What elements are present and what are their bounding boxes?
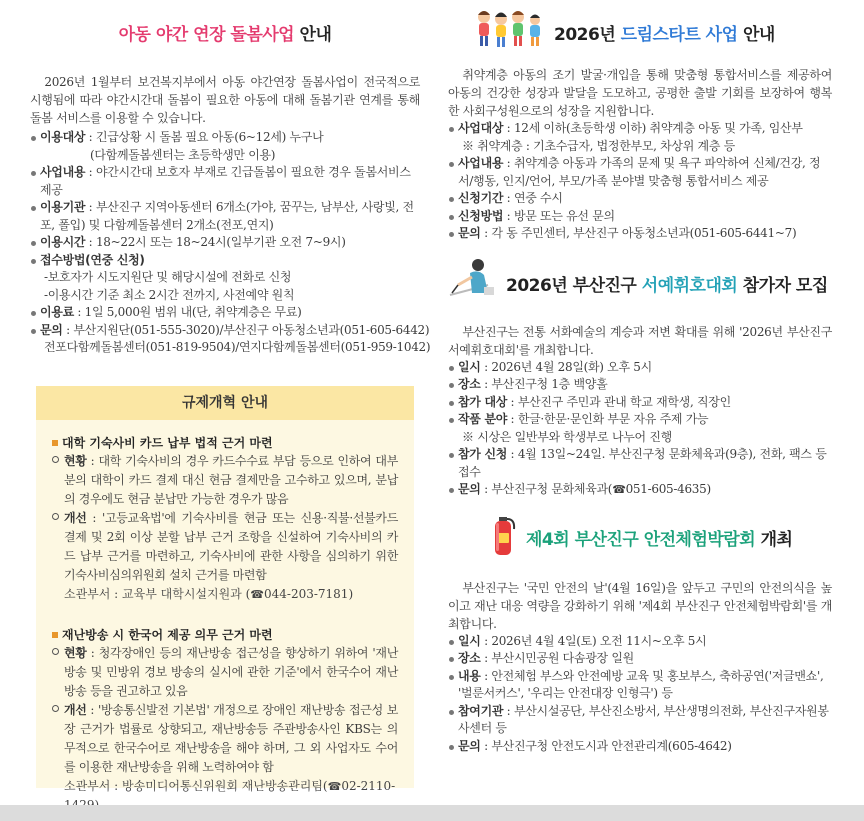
regulation-reform-box [36,386,414,793]
night-care-fee: 이용료 : 1일 5,000원 범위 내(단, 취약계층은 무료) [30,304,420,322]
night-care-institutions: 이용기관 : 부산진구 지역아동센터 6개소(가야, 꿈꾸는, 남부산, 사랑빛, 전포, 폴입) 및 다함께돌봄센터 2개소(전포,연지) [30,199,420,234]
night-care-title [30,20,420,45]
right-column [448,0,832,755]
safety-expo-header [448,511,832,557]
circle-bullet-icon [52,513,59,520]
calligraphy-target: 참가 대상 : 부산진구 주민과 관내 학교 재학생, 직장인 [448,394,832,412]
bottom-bar [0,805,864,821]
fire-extinguisher-icon [490,513,516,557]
dreamstart-title: 2026년 드림스타트 사업 안내 [554,25,775,45]
night-care-section [30,0,431,357]
night-care-target: 이용대상 : 긴급상황 시 돌봄 필요 아동(6~12세) 누구나 [30,129,420,147]
regulation-reform-title: 규제개혁 안내 [36,386,414,420]
reg-section-1-status: 현황 : 대학 기숙사비의 경우 카드수수료 부담 등으로 인하여 대부분의 대학이 카드 결제 대신 현금 결제만을 고수하고 있으며, 분납의 경우에도 현금 분납만 가능한 경우가 많음 [52,452,398,509]
night-care-target-note: (다함께돌봄센터는 초등학생만 이용) [90,147,276,162]
reg-section-1-improvement: 개선 : '고등교육법'에 기숙사비를 현금 또는 신용·직불·선불카드 결제 및 2회 이상 분할 납부 근거 조항을 신설하여 기숙사비의 카드 납부 근거를 마련하고, 기숙사비에 관한 사항을 심의하기 위한 기숙사비심의위원회 설치 근거를 마련함 [52,509,398,585]
night-care-title-rest: 안내 [294,25,332,45]
dreamstart-period: 신청기간 : 연중 수시 [448,190,832,208]
night-care-hours: 이용시간 : 18~22시 또는 18~24시(일부기관 오전 7~9시) [30,234,420,252]
calligraphy-date: 일시 : 2026년 4월 28일(화) 오후 5시 [448,359,832,377]
reg-section-2-status: 현황 : 청각장애인 등의 재난방송 접근성을 향상하기 위하여 '재난방송 및 민방위 경보 방송의 실시에 관한 기준'에서 한국수어 재난방송 등을 권고하고 있음 [52,644,398,701]
safety-expo-intro: 부산진구는 '국민 안전의 날'(4월 16일)을 앞두고 구민의 안전의식을 높이고 재난 대응 역량을 강화하기 위해 '제4회 부산진구 안전체험박람회'를 개최합니다. [448,580,832,631]
safety-expo-contact: 문의 : 부산진구청 안전도시과 안전관리계(605-4642) [448,738,832,756]
safety-expo-content: 내용 : 안전체험 부스와 안전예방 교육 및 홍보부스, 축하공연('저글맨쇼', '벌룬서커스', '우리는 안전대장 인형극') 등 [448,668,832,703]
calligrapher-icon [448,255,498,301]
dreamstart-note: ※ 취약계층 : 기초수급자, 법정한부모, 차상위 계층 등 [462,138,735,153]
dreamstart-intro: 취약계층 아동의 조기 발굴·개입을 통해 맞춤형 통합서비스를 제공하여 아동의 건강한 성장과 발달을 도모하고, 공평한 출발 기회를 보장하여 행복한 사회구성원으로의 성장을 지원합니다. [448,68,832,118]
reg-section-1-dept: 소관부서 : 교육부 대학시설지원과 (☎044-203-7181) [64,587,354,601]
calligraphy-title: 2026년 부산진구 서예휘호대회 참가자 모집 [506,275,828,296]
circle-bullet-icon [52,705,59,712]
phone-icon: ☎ [327,780,342,793]
reg-section-2-improvement: 개선 : '방송통신발전 기본법' 개정으로 장애인 재난방송 접근성 보장 근거가 법률로 상향되고, 재난방송등 주관방송사인 KBS는 의무적으로 한국수어로 재난방송을 해야 하며, 그 외 사업자도 수어를 이용한 재난방송을 위해 노력하여야 함 [52,701,398,777]
children-icon [474,8,544,50]
reg-section-2-title: 재난방송 시 한국어 제공 의무 근거 마련 [52,626,398,644]
night-care-intro: 2026년 1월부터 보건복지부에서 아동 야간연장 돌봄사업이 전국적으로 시행됨에 따라 야간시간대 돌봄이 필요한 아동에 대해 돌봄기관 연계를 통해 돌봄 서비스를 이용할 수 있습니다. [30,75,420,125]
dreamstart-content: 사업내용 : 취약계층 아동과 가족의 문제 및 욕구 파악하여 신체/건강, 정서/행동, 인지/언어, 부모/가족 분야별 맞춤형 통합서비스 제공 [448,155,832,190]
calligraphy-apply: 참가 신청 : 4월 13일~24일. 부산진구청 문화체육과(9층), 전화, 팩스 등 접수 [448,446,832,481]
night-care-content: 사업내용 : 야간시간대 보호자 부재로 긴급돌봄이 필요한 경우 돌봄서비스 제공 [30,164,420,199]
reg-section-2-dept: 소관부서 : 방송미디어통신위원회 재난방송관리팀(☎02-2110- [64,779,396,793]
circle-bullet-icon [52,648,59,655]
dreamstart-contact: 문의 : 각 동 주민센터, 부산진구 아동청소년과(051-605-6441~7) [448,225,832,243]
dreamstart-method: 신청방법 : 방문 또는 유선 문의 [448,208,832,226]
circle-bullet-icon [52,456,59,463]
dreamstart-target: 사업대상 : 12세 이하(초등학생 이하) 취약계층 아동 및 가족, 임산부 [448,120,832,138]
night-care-contact: 문의 : 부산지원단(051-555-3020)/부산진구 아동청소년과(051-605-6442) [30,322,420,340]
calligraphy-note: ※ 시상은 일반부와 학생부로 나누어 진행 [462,429,672,444]
calligraphy-contact: 문의 : 부산진구청 문화체육과(☎051-605-4635) [448,481,832,499]
night-care-contact-extra: 전포다함께돌봄센터(051-819-9504)/연지다함께돌봄센터(051-959-1042) [44,340,431,354]
night-care-apply-line-1: -보호자가 시도지원단 및 해당시설에 전화로 신청 [44,270,292,284]
safety-expo-date: 일시 : 2026년 4월 4일(토) 오전 11시~오후 5시 [448,633,832,651]
dreamstart-header [448,8,832,50]
calligraphy-intro: 부산진구는 전통 서화예술의 계승과 저변 확대를 위해 '2026년 부산진구 서예휘호대회'를 개최합니다. [448,324,832,357]
phone-icon: ☎ [250,588,264,601]
safety-expo-place: 장소 : 부산시민공원 다솜광장 일원 [448,650,832,668]
night-care-apply-line-2: -이용시간 기준 최소 2시간 전까지, 사전예약 원칙 [44,287,295,302]
safety-expo-participants: 참여기관 : 부산시설공단, 부산진소방서, 부산생명의전화, 부산진구자원봉사센터 등 [448,703,832,738]
calligraphy-header [448,255,832,303]
calligraphy-field: 작품 분야 : 한글·한문·문인화 부문 자유 주제 가능 [448,411,832,429]
safety-expo-title: 제4회 부산진구 안전체험박람회 개최 [526,529,793,550]
calligraphy-place: 장소 : 부산진구청 1층 백양홀 [448,376,832,394]
night-care-apply: 접수방법(연중 신청) [30,252,420,270]
phone-icon: ☎ [612,483,626,496]
reg-section-1-title: 대학 기숙사비 카드 납부 법적 근거 마련 [52,434,398,452]
night-care-title-highlight: 아동 야간 연장 돌봄사업 [118,25,295,45]
